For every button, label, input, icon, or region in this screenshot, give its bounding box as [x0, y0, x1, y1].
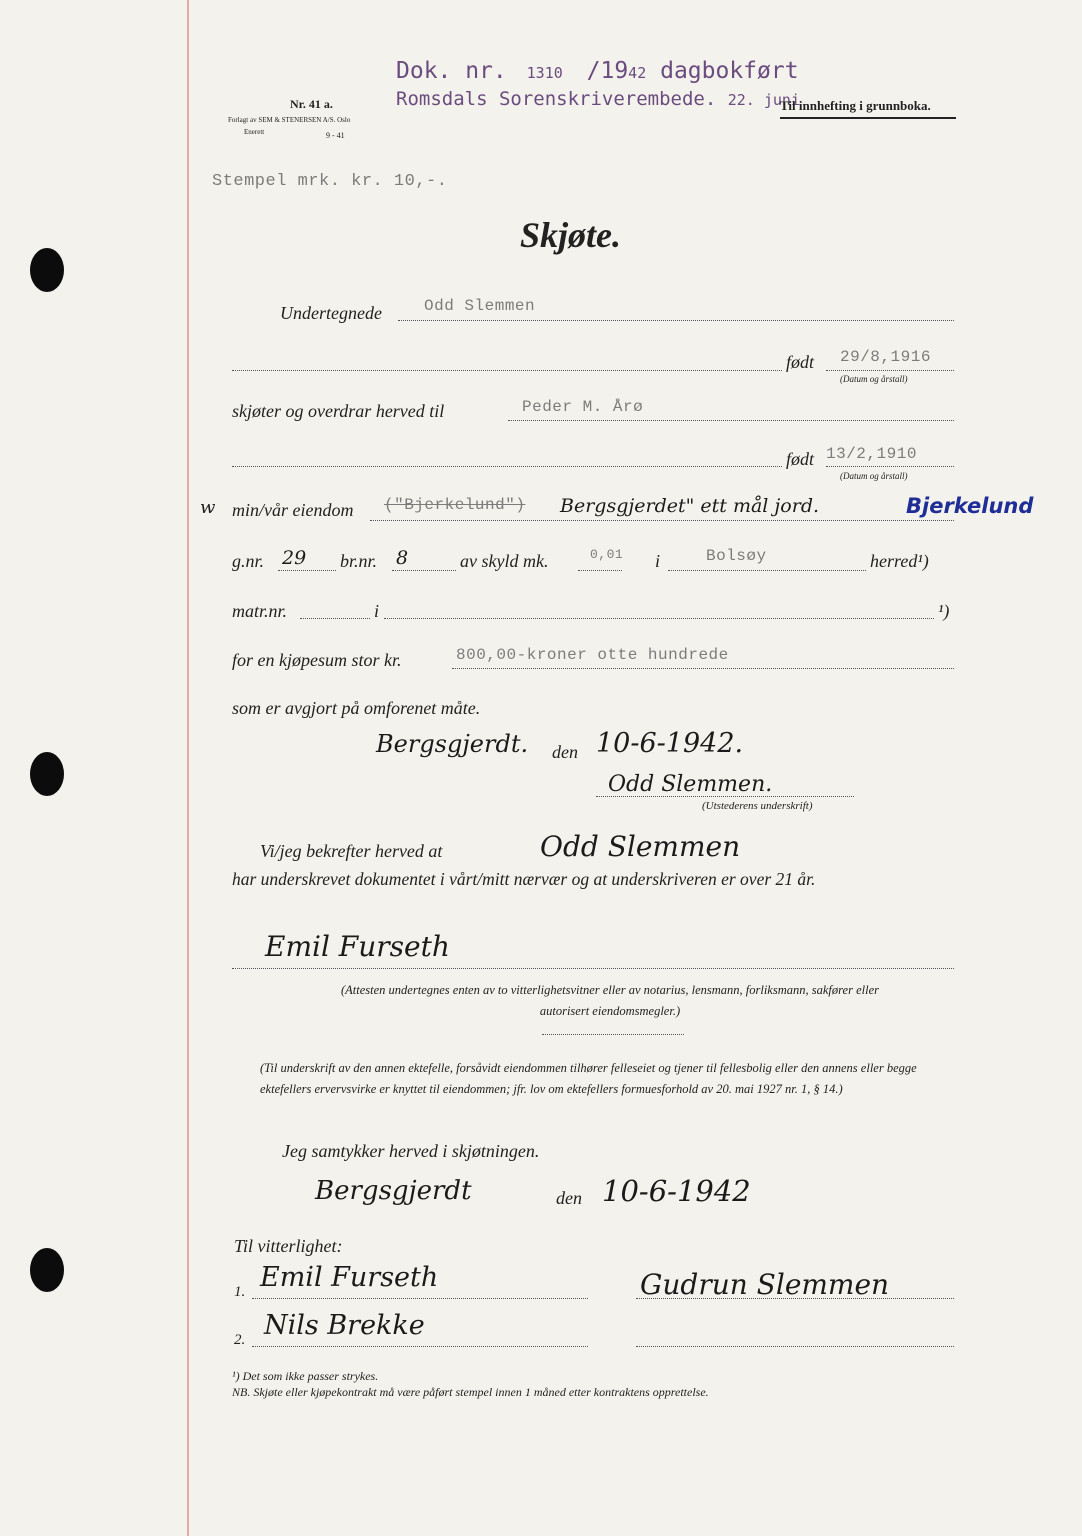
bnr-label: br.nr. [340, 551, 378, 571]
stamp-line-2 [396, 88, 800, 110]
matr-line [300, 618, 370, 619]
property-hand: Bergsgjerdet" ett mål jord. [560, 495, 820, 517]
skyld-line [578, 570, 622, 571]
place-hand-2: Bergsgjerdt [315, 1176, 472, 1206]
skyld-label: av skyld mk. [460, 551, 549, 571]
filing-note-underline [780, 117, 956, 119]
attest-note: (Attesten undertegnes enten av to vitterlighetsvitner eller av notarius, lensmann, forliksmann, sakfører eller autorisert eiendomsmegler.) [341, 983, 879, 1018]
place-hand: Bergsgjerdt. [376, 730, 529, 758]
undersigned-label: Undertegnede [280, 303, 382, 323]
property-line [370, 520, 954, 521]
stamp-suffix: dagbokført [660, 58, 799, 84]
municipality-line [668, 570, 866, 571]
born-value-2: 13/2,1910 [826, 445, 917, 463]
punch-hole-bottom [30, 1248, 64, 1292]
footnote-1: ¹) Det som ikke passer strykes. [232, 1369, 379, 1383]
price-value: 800,00-kroner otte hundrede [456, 646, 729, 664]
bnr-value: 8 [396, 547, 409, 569]
born-line-1 [826, 370, 954, 371]
municipality-value: Bolsøy [706, 547, 767, 565]
confirm-hand: Odd Slemmen [540, 830, 741, 863]
stamp-slash-year: /19 [586, 58, 629, 84]
gnr-line [278, 570, 336, 571]
spouse-signature-hand: Gudrun Slemmen [640, 1268, 890, 1301]
date-hand-2: 10-6-1942 [602, 1174, 751, 1208]
filing-note: Til innhefting i grunnboka. [780, 98, 931, 113]
footnote-2: NB. Skjøte eller kjøpekontrakt må være påført stempel innen 1 måned etter kontraktens opprettelse. [232, 1385, 709, 1399]
bnr-line [392, 570, 456, 571]
herred-label: herred¹) [870, 551, 929, 571]
page-title: Skjøte. [520, 215, 622, 255]
price-line [452, 668, 954, 669]
undersigned-line [398, 320, 954, 321]
settled-text: som er avgjort på omforenet måte. [232, 698, 481, 718]
witness-hand: Emil Furseth [265, 930, 450, 963]
witness-3-line [636, 1346, 954, 1347]
stamp-date: 22. juni [727, 91, 800, 109]
signature-line [596, 796, 854, 797]
publisher-line-3: 9 - 41 [326, 131, 345, 140]
transfer-label: skjøter og overdrar herved til [232, 401, 445, 421]
punch-hole-top [30, 248, 64, 292]
born-line-2 [826, 466, 954, 467]
form-number: Nr. 41 a. [290, 97, 333, 111]
matr-footnote: ¹) [938, 601, 950, 621]
born-line-left-2 [232, 466, 782, 467]
publisher-line-1: Forlagt av SEM & STENERSEN A/S. Oslo [228, 116, 351, 124]
confirm-label: Vi/jeg bekrefter herved at [260, 841, 443, 861]
price-label: for en kjøpesum stor kr. [232, 650, 402, 670]
date-hint-1: (Datum og årstall) [840, 374, 908, 384]
born-label-1: født [786, 352, 815, 372]
born-line-left-1 [232, 370, 782, 371]
property-label: min/vår eiendom [232, 500, 354, 520]
gnr-label: g.nr. [232, 551, 265, 571]
municipality-i-label: i [655, 551, 661, 571]
stamp-fee: Stempel mrk. kr. 10,-. [212, 172, 448, 191]
issuer-caption: (Utstederens underskrift) [702, 800, 813, 812]
stamp-office: Romsdals Sorenskriverembede. [396, 88, 717, 110]
matr-i-label: i [374, 601, 380, 621]
den-label: den [552, 742, 578, 762]
matr-label: matr.nr. [232, 601, 288, 621]
property-struck: ("Bjerkelund") [384, 496, 526, 514]
born-value-1: 29/8,1916 [840, 348, 931, 366]
matr-municipality-line [384, 618, 934, 619]
short-rule [542, 1034, 684, 1035]
witnesses-label: Til vitterlighet: [234, 1236, 343, 1256]
punch-hole-middle [30, 752, 64, 796]
witness-2-hand: Nils Brekke [264, 1310, 425, 1341]
witness-2-number: 2. [234, 1332, 246, 1348]
stamp-line-1 [396, 58, 799, 84]
margin-mark: w [200, 497, 216, 518]
undersigned-value: Odd Slemmen [424, 297, 536, 315]
publisher-line-2: Enerett [244, 128, 265, 136]
skyld-value: 0,01 [590, 547, 624, 562]
date-hand: 10-6-1942. [596, 728, 744, 759]
date-hint-2: (Datum og årstall) [840, 471, 908, 481]
margin-rule [187, 0, 189, 1536]
transfer-line [508, 420, 954, 421]
signature-hand: Odd Slemmen. [608, 772, 773, 797]
stamp-doc-number: 1310 [526, 64, 563, 82]
stamp-year: 42 [628, 64, 647, 82]
property-blue: Bjerkelund [906, 494, 1034, 518]
witness-1-line [252, 1298, 588, 1299]
witness-1-hand: Emil Furseth [260, 1262, 439, 1293]
den-label-2: den [556, 1188, 582, 1208]
witness-1-number: 1. [234, 1284, 246, 1300]
consent-text: Jeg samtykker herved i skjøtningen. [282, 1141, 540, 1161]
transfer-value: Peder M. Årø [522, 398, 644, 416]
gnr-value: 29 [282, 547, 307, 569]
confirm-text: har underskrevet dokumentet i vårt/mitt nærvær og at underskriveren er over 21 år. [232, 869, 816, 889]
witness-2-line [252, 1346, 588, 1347]
born-label-2: født [786, 449, 815, 469]
spouse-note: (Til underskrift av den annen ektefelle, forsåvidt eiendommen tilhører felleseiet og tjener til fellesbolig eller den annens eller begge ektefellers ervervsvirke er knyttet til eiendommen; jfr. lov om ektefellers formuesforhold av 20. mai 1927 nr. 1, § 14.) [260, 1061, 917, 1096]
stamp-prefix: Dok. nr. [396, 58, 507, 84]
spouse-signature-line [636, 1298, 954, 1299]
witness-line [232, 968, 954, 969]
